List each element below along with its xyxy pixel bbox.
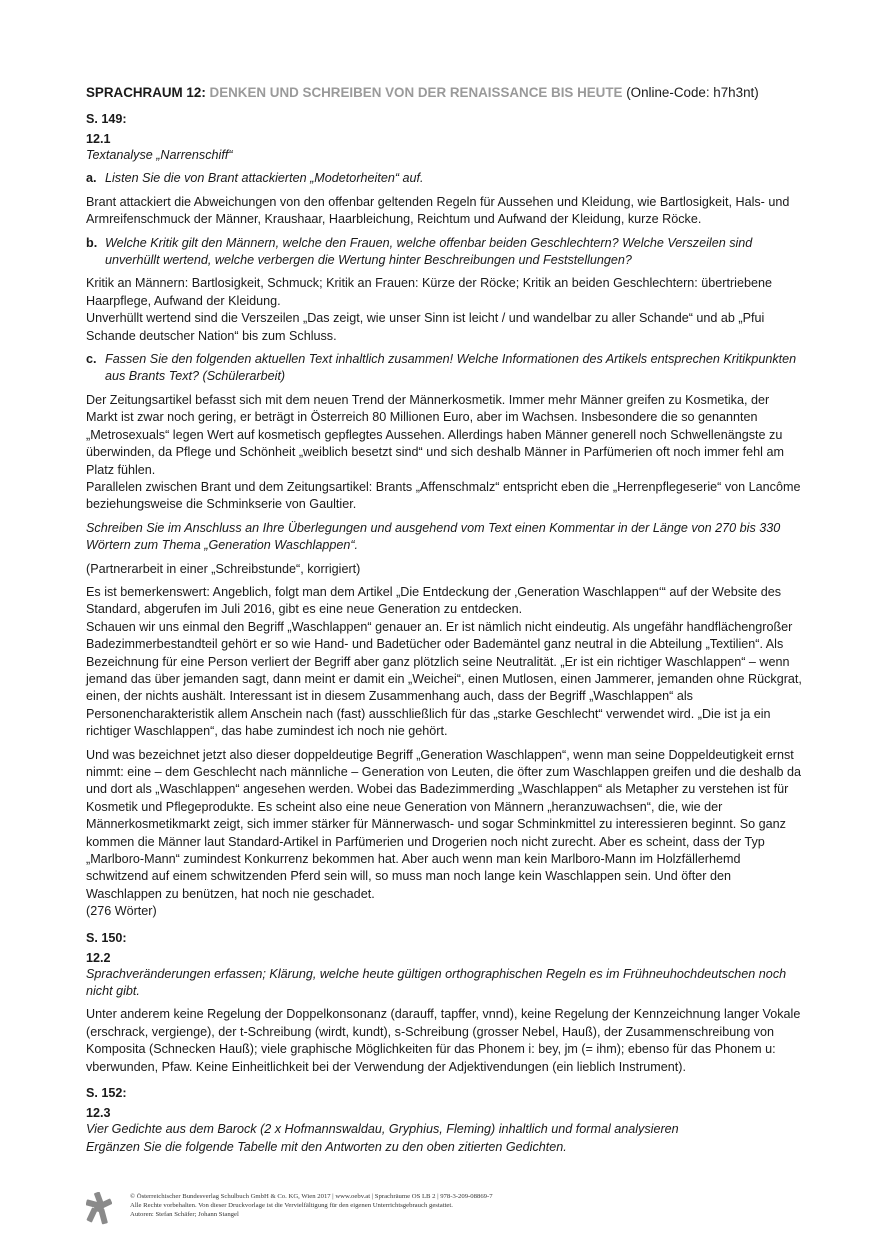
comment-task: Schreiben Sie im Anschluss an Ihre Überlegungen und ausgehend vom Text einen Kommentar in der Länge von 270 bis 330 Wörtern zum Thema „Generation Waschlappen“. bbox=[86, 520, 781, 553]
answer-b-paragraph: Kritik an Männern: Bartlosigkeit, Schmuck; Kritik an Frauen: Kürze der Röcke; Kritik an beiden Geschlechtern: übertriebene Haarpflege, Aufwand der Kleidung. bbox=[86, 276, 772, 308]
question-a bbox=[86, 170, 804, 187]
task-number-12-3: 12.3 bbox=[86, 1106, 111, 1121]
partner-note: (Partnerarbeit in einer „Schreibstunde“, korrigiert) bbox=[86, 561, 361, 576]
page-ref-150: S. 150: bbox=[86, 930, 127, 945]
copyright-line: © Österreichischer Bundesverlag Schulbuch GmbH & Co. KG, Wien 2017 | www.oebv.at | Sprachräume OS LB 2 | 978-3-209-08869-7 bbox=[130, 1193, 493, 1200]
essay-paragraph: Es ist bemerkenswert: Angeblich, folgt man dem Artikel „Die Entdeckung der ‚Generation Waschlappen‘“ auf der Website des Standard, abgerufen im Juli 2016, gibt es eine neue Generation zu entdecken. bbox=[86, 584, 782, 617]
task-instruction: Ergänzen Sie die folgende Tabelle mit den Antworten zu den oben zitierten Gedichten. bbox=[86, 1139, 567, 1154]
question-b bbox=[86, 235, 804, 270]
task-number-12-2: 12.2 bbox=[86, 950, 111, 965]
answer-12-2: Unter anderem keine Regelung der Doppelkonsonanz (darauff, tapffer, vnnd), keine Regelung der Kennzeichnung langer Vokale (erschrack, vergienge), der t-Schreibung (wirdt, kundt), s-Schreibung (grosser Nebel, Hauß), der Zusammenschreibung von Komposita (Schnecken Hauß); viele graphische Möglichkeiten für das Phonem i: bey, jm (= ihm); ebenso für das Phonem u: vberwunden, Pfaw. Keine Einheitlichkeit bei der Verwendung der Adjektivendungen (ein lieblich Instrument). bbox=[86, 1007, 801, 1074]
publisher-logo-icon bbox=[86, 1192, 112, 1226]
document-body bbox=[86, 85, 804, 1156]
task-topic: Textanalyse „Narrenschiff“ bbox=[86, 148, 233, 162]
question-text: Fassen Sie den folgenden aktuellen Text inhaltlich zusammen! Welche Informationen des Artikels entsprechen Kritikpunkten aus Brants Text? (Schülerarbeit) bbox=[105, 352, 797, 384]
question-c bbox=[86, 351, 804, 386]
essay-paragraph: Und was bezeichnet jetzt also dieser doppeldeutige Begriff „Generation Waschlappen“, wenn man seine Doppeldeutigkeit ernst nimmt: eine – dem Geschlecht nach männliche – Generation von Leuten, die öfter zum Waschlappen greifen und die deshalb da und dort als „Waschlappen“ angesehen werden. Wobei das Badezimmerding „Waschlappen“ als Metapher zu verstehen ist für Kosmetik und Pflegeprodukte. Es scheint also eine neue Generation von Männern „heranzuwachsen“, die, wie der Männerkosmetikmarkt zeigt, sich immer stärker für Männerwasch- und sogar Schminkmittel zu interessieren beginnt. So ganz kommen die Männer laut Standard-Artikel in Parfümerien und Drogerien noch nicht zurecht. Aber es scheint, dass der Typ „Marlboro-Mann“ zumindest Konkurrenz bekommen hat. Aber auch wenn man kein Marlboro-Mann im Holzfällerhemd schwitzend auf einem schwitzenden Pferd sein will, so muss man noch lange kein Waschlappen sein. Und öfter den Waschlappen zu benützen, hat noch nie geschadet. bbox=[86, 747, 802, 901]
question-text: Listen Sie die von Brant attackierten „Modetorheiten“ auf. bbox=[105, 171, 424, 186]
answer-c-paragraph: Der Zeitungsartikel befasst sich mit dem neuen Trend der Männerkosmetik. Immer mehr Männer greifen zu Kosmetika, der Markt ist zwar noch gering, er beträgt in Österreich 80 Millionen Euro, aber im Wachsen. Insbesondere die so genannten „Metrosexuals“ legen Wert auf kosmetisch gepflegtes Aussehen. Allerdings haben Männer generell noch Schwellenängste zu überwinden, da Pflege und Schönheit „weiblich besetzt sind“ und sich deshalb Männer in Parfümerien oft noch immer fehl am Platz fühlen. bbox=[86, 392, 784, 477]
answer-a: Brant attackiert die Abweichungen von den offenbar geltenden Regeln für Aussehen und Kleidung, wie Bartlosigkeit, Hals- und Armreifenschmuck der Männer, Kraushaar, Haarbleichung, Reichtum und Aufwand der Kleidung, kurze Röcke. bbox=[86, 194, 790, 227]
page-ref-149: S. 149: bbox=[86, 112, 127, 126]
authors-line: Autoren: Stefan Schäfer; Johann Stangel bbox=[130, 1211, 239, 1218]
question-letter: b. bbox=[86, 235, 98, 250]
word-count: (276 Wörter) bbox=[86, 904, 157, 919]
task-number-12-1: 12.1 bbox=[86, 132, 111, 146]
answer-b-paragraph: Unverhüllt wertend sind die Verszeilen „Das zeigt, wie unser Sinn ist leicht / und wandelbar zu aller Schande“ und ab „Pfui Schande deutscher Nation“ bis zum Schluss. bbox=[86, 311, 765, 343]
rights-line: Alle Rechte vorbehalten. Von dieser Druckvorlage ist die Vervielfältigung für den eigenen Unterrichtsgebrauch gestattet. bbox=[130, 1202, 453, 1209]
title-subtitle: DENKEN UND SCHREIBEN VON DER RENAISSANCE BIS HEUTE bbox=[209, 85, 623, 100]
answer-c-paragraph: Parallelen zwischen Brant und dem Zeitungsartikel: Brants „Affenschmalz“ entspricht eben die „Herrenpflegeserie“ von Lancôme beziehungsweise die Schminkserie von Gaultier. bbox=[86, 479, 801, 512]
footer-text bbox=[130, 1192, 493, 1219]
page-ref-152: S. 152: bbox=[86, 1086, 127, 1101]
online-code: (Online-Code: h7h3nt) bbox=[626, 85, 759, 100]
task-topic: Sprachveränderungen erfassen; Klärung, welche heute gültigen orthographischen Regeln es im Frühneuhochdeutschen noch nicht gibt. bbox=[86, 966, 787, 999]
title-label: SPRACHRAUM 12: bbox=[86, 85, 206, 100]
page-title bbox=[86, 85, 804, 100]
question-text: Welche Kritik gilt den Männern, welche den Frauen, welche offenbar beiden Geschlechtern? Welche Verszeilen sind unverhüllt wertend, welche verbergen die Wertung hinter Beschreibungen und Feststellungen? bbox=[105, 235, 753, 268]
task-topic: Vier Gedichte aus dem Barock (2 x Hofmannswaldau, Gryphius, Fleming) inhaltlich und formal analysieren bbox=[86, 1122, 679, 1137]
question-letter: c. bbox=[86, 352, 97, 367]
footer bbox=[86, 1192, 804, 1226]
essay-paragraph: Schauen wir uns einmal den Begriff „Waschlappen“ genauer an. Er ist nämlich nicht eindeutig. Als ungefähr handflächengroßer Badezimmerbestandteil gehört er so wie Hand- und Badetücher oder Bademäntel ganz neutral in die Abteilung „Textilien“. Als Bezeichnung für eine Person verliert der Begriff aber ganz plötzlich seine Neutralität. „Er ist ein richtiger Waschlappen“ – wenn jemand das über jemanden sagt, dann meint er damit ein „Weichei“, einen Mutlosen, einen Jammerer, jemanden ohne Rückgrat, einen, der nichts aushält. Interessant ist in diesem Zusammenhang auch, dass der Begriff „Waschlappen“ als Personencharakteristik allem Anschein nach (fast) ausschließlich für das „starke Geschlecht“ verwendet wird. „Die ist ja ein richtiger Waschlappen“, das habe zumindest ich noch nie gehört. bbox=[86, 619, 802, 739]
question-letter: a. bbox=[86, 171, 97, 186]
